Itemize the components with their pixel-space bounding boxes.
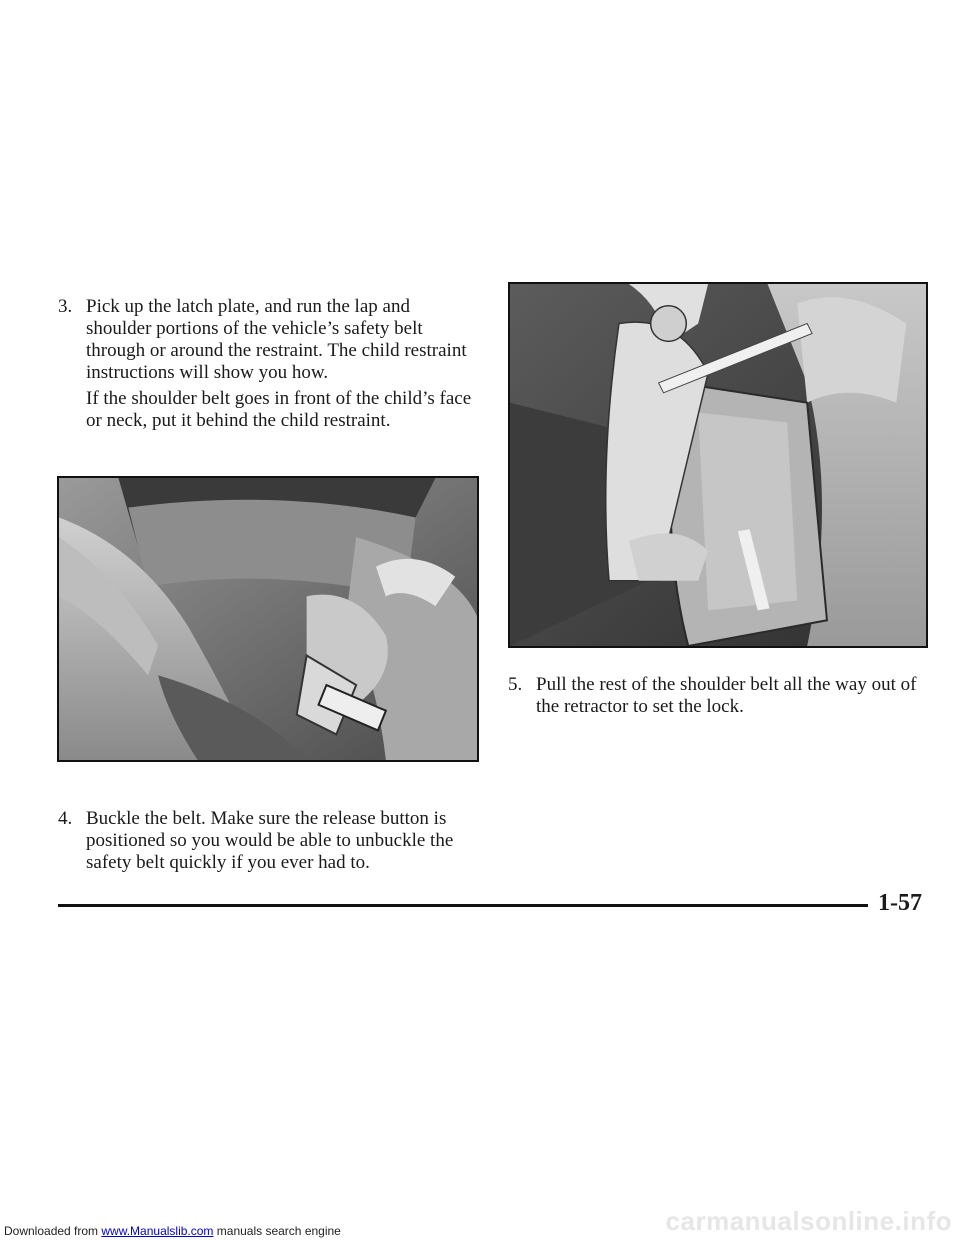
shoulder-belt-note: If the shoulder belt goes in front of the child’s face or neck, put it behind the child restraint. bbox=[86, 388, 472, 431]
seat-illustration bbox=[508, 282, 928, 648]
footer-suffix: manuals search engine bbox=[213, 1224, 341, 1238]
step-text: Pick up the latch plate, and run the lap and shoulder portions of the vehicle’s safety belt through or around the restraint. The child restraint instructions will show you how. bbox=[86, 296, 467, 383]
step-5 bbox=[508, 674, 928, 718]
manualslib-link[interactable]: www.Manualslib.com bbox=[101, 1224, 214, 1238]
download-footer bbox=[4, 1224, 341, 1238]
footer-rule bbox=[58, 904, 868, 907]
step-number: 4. bbox=[58, 808, 73, 829]
footer-prefix: Downloaded from bbox=[4, 1224, 102, 1238]
site-watermark: carmanualsonline.info bbox=[665, 1206, 952, 1236]
step-text: Buckle the belt. Make sure the release button is positioned so you would be able to unbuckle the safety belt quickly if you ever had to. bbox=[86, 808, 454, 873]
man-installing-child-seat-image bbox=[510, 284, 926, 646]
step-number: 3. bbox=[58, 296, 73, 317]
step-text: Pull the rest of the shoulder belt all the way out of the retractor to set the lock. bbox=[536, 674, 917, 717]
step-number: 5. bbox=[508, 674, 523, 695]
hand-buckling-belt-image bbox=[59, 478, 477, 760]
step-4 bbox=[58, 808, 478, 874]
page-number: 1-57 bbox=[878, 890, 922, 916]
step-3 bbox=[58, 296, 478, 384]
buckle-illustration bbox=[57, 476, 479, 762]
